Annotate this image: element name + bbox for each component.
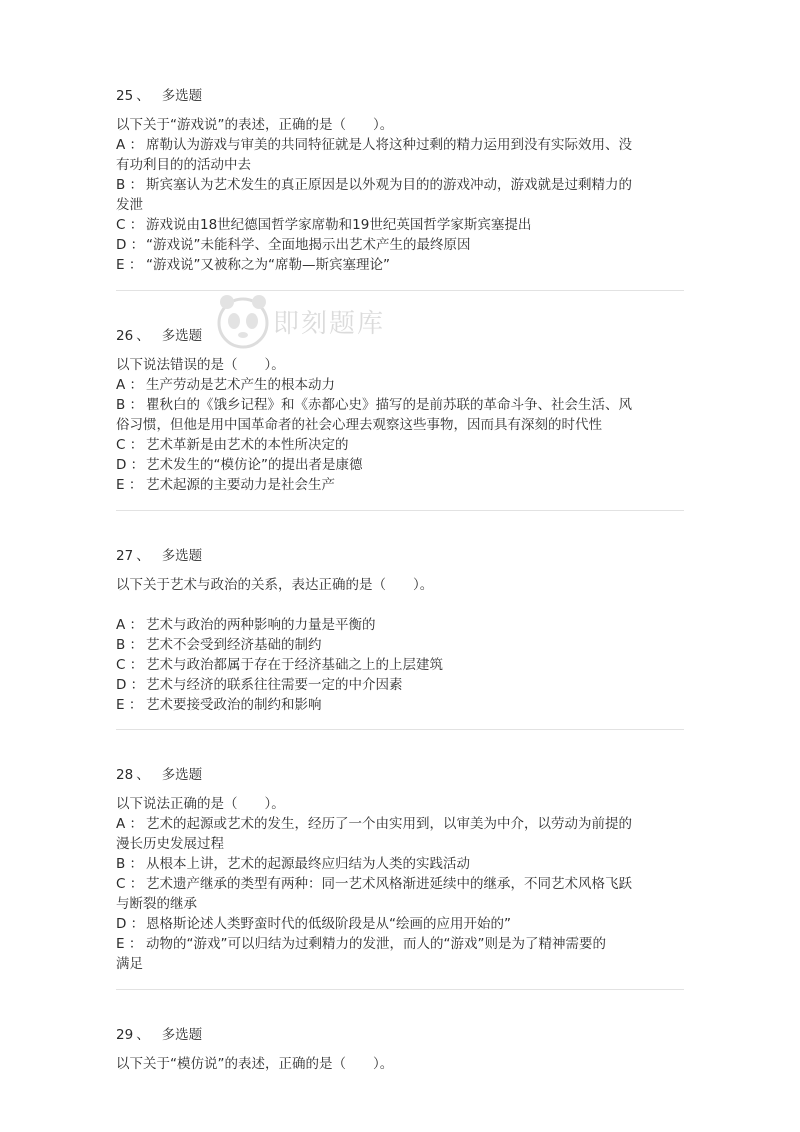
- option-letter: B ：: [116, 397, 144, 413]
- option-d: [116, 235, 684, 255]
- question-separator: 、: [136, 328, 150, 344]
- option-c: [116, 655, 684, 675]
- question-header: [116, 765, 684, 785]
- option-text: 艺术起源的主要动力是社会生产: [146, 477, 335, 493]
- option-text: 恩格斯论述人类野蛮时代的低级阶段是从“绘画的应用开始的”: [146, 916, 511, 932]
- option-letter: C ：: [116, 437, 144, 453]
- option-text: 席勒认为游戏与审美的共同特征就是人将这种过剩的精力运用到没有实际效用、没: [146, 137, 632, 153]
- option-letter: E ：: [116, 697, 143, 713]
- option-a: [116, 135, 684, 155]
- option-e: [116, 934, 684, 954]
- question-26: [116, 326, 684, 495]
- question-header: [116, 86, 684, 106]
- question-header: [116, 326, 684, 346]
- option-letter: C ：: [116, 876, 144, 892]
- option-e: [116, 255, 684, 275]
- question-separator: 、: [136, 88, 150, 104]
- option-letter: B ：: [116, 856, 144, 872]
- option-c: [116, 435, 684, 455]
- option-d: [116, 914, 684, 934]
- option-text: “游戏说”未能科学、全面地揭示出艺术产生的最终原因: [146, 237, 471, 253]
- question-number: 26: [116, 328, 134, 344]
- question-separator: 、: [136, 1027, 150, 1043]
- option-letter: E ：: [116, 477, 143, 493]
- option-text: 艺术与政治的两种影响的力量是平衡的: [146, 617, 376, 633]
- option-text: 动物的“游戏”可以归结为过剩精力的发泄，而人的“游戏”则是为了精神需要的: [146, 936, 606, 952]
- option-text-cont: 满足: [116, 956, 143, 972]
- divider: [116, 989, 684, 990]
- option-c: [116, 874, 684, 894]
- option-letter: C ：: [116, 217, 144, 233]
- question-stem: 以下关于“模仿说”的表述，正确的是（ ）。: [116, 1056, 394, 1072]
- option-a: [116, 615, 684, 635]
- option-b: [116, 175, 684, 195]
- option-text-cont: 发泄: [116, 197, 143, 213]
- option-text: 瞿秋白的《饿乡记程》和《赤都心史》描写的是前苏联的革命斗争、社会生活、风: [146, 397, 632, 413]
- question-type: 多选题: [161, 88, 203, 104]
- option-text: 艺术遗产继承的类型有两种：同一艺术风格渐进延续中的继承，不同艺术风格飞跃: [146, 876, 632, 892]
- question-stem: 以下说法正确的是（ ）。: [116, 796, 285, 812]
- option-text: 艺术与政治都属于存在于经济基础之上的上层建筑: [146, 657, 443, 673]
- option-text: “游戏说”又被称之为“席勒—斯宾塞理论”: [146, 257, 390, 273]
- option-letter: A ：: [116, 377, 144, 393]
- question-type: 多选题: [161, 548, 203, 564]
- option-text: 艺术要接受政治的制约和影响: [146, 697, 322, 713]
- question-number: 25: [116, 88, 134, 104]
- option-letter: A ：: [116, 617, 144, 633]
- option-text: 艺术与经济的联系往往需要一定的中介因素: [146, 677, 403, 693]
- question-header: [116, 546, 684, 566]
- option-letter: D ：: [116, 677, 145, 693]
- watermark-text: 即刻题库: [273, 309, 386, 339]
- option-letter: B ：: [116, 177, 144, 193]
- question-separator: 、: [136, 767, 150, 783]
- question-stem: 以下关于艺术与政治的关系，表达正确的是（ ）。: [116, 577, 434, 593]
- question-27: [116, 546, 684, 715]
- option-letter: C ：: [116, 657, 144, 673]
- option-text: 艺术发生的“模仿论”的提出者是康德: [146, 457, 363, 473]
- option-text: 艺术的起源或艺术的发生，经历了一个由实用到，以审美为中介，以劳动为前提的: [146, 816, 632, 832]
- option-e: [116, 695, 684, 715]
- option-b: [116, 395, 684, 415]
- option-letter: D ：: [116, 457, 145, 473]
- option-letter: A ：: [116, 816, 144, 832]
- option-text: 从根本上讲，艺术的起源最终应归结为人类的实践活动: [146, 856, 470, 872]
- option-text-cont: 与断裂的继承: [116, 896, 197, 912]
- option-text: 艺术革新是由艺术的本性所决定的: [146, 437, 349, 453]
- option-a: [116, 814, 684, 834]
- divider: [116, 290, 684, 291]
- option-text: 艺术不会受到经济基础的制约: [146, 637, 322, 653]
- option-b: [116, 635, 684, 655]
- option-c: [116, 215, 684, 235]
- option-letter: E ：: [116, 257, 143, 273]
- question-stem: 以下说法错误的是（ ）。: [116, 357, 285, 373]
- option-letter: A ：: [116, 137, 144, 153]
- option-text-cont: 有功利目的的活动中去: [116, 157, 251, 173]
- option-text: 生产劳动是艺术产生的根本动力: [146, 377, 335, 393]
- question-separator: 、: [136, 548, 150, 564]
- question-type: 多选题: [161, 767, 203, 783]
- option-e: [116, 475, 684, 495]
- option-text: 斯宾塞认为艺术发生的真正原因是以外观为目的的游戏冲动，游戏就是过剩精力的: [146, 177, 632, 193]
- divider: [116, 729, 684, 730]
- option-letter: D ：: [116, 916, 145, 932]
- question-number: 29: [116, 1027, 134, 1043]
- question-25: [116, 86, 684, 275]
- question-28: [116, 765, 684, 974]
- option-letter: D ：: [116, 237, 145, 253]
- question-number: 27: [116, 548, 134, 564]
- question-header: [116, 1025, 684, 1045]
- divider: [116, 510, 684, 511]
- question-29: [116, 1025, 684, 1074]
- option-text-cont: 俗习惯，但他是用中国革命者的社会心理去观察这些事物，因而具有深刻的时代性: [116, 417, 602, 433]
- question-stem: 以下关于“游戏说”的表述，正确的是（ ）。: [116, 117, 394, 133]
- option-text-cont: 漫长历史发展过程: [116, 836, 224, 852]
- option-d: [116, 455, 684, 475]
- question-number: 28: [116, 767, 134, 783]
- question-type: 多选题: [161, 1027, 203, 1043]
- question-type: 多选题: [161, 328, 203, 344]
- option-letter: E ：: [116, 936, 143, 952]
- option-b: [116, 854, 684, 874]
- option-d: [116, 675, 684, 695]
- option-letter: B ：: [116, 637, 144, 653]
- option-a: [116, 375, 684, 395]
- option-text: 游戏说由18世纪德国哲学家席勒和19世纪英国哲学家斯宾塞提出: [146, 217, 532, 233]
